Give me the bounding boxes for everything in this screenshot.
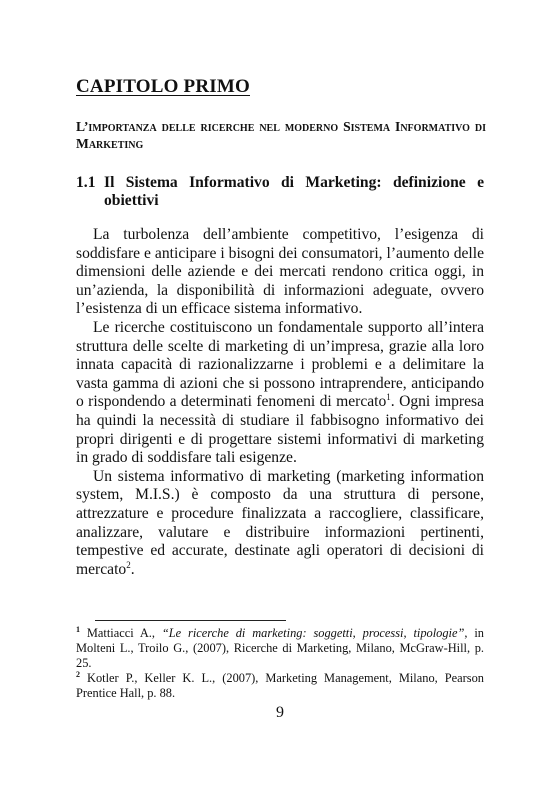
footnote — [76, 626, 484, 670]
paragraph-text-continued: . — [130, 560, 135, 578]
paragraph-text-continued: . Ogni impresa ha quindi la necessità di studiare il fabbisogno informativo dei propri dirigenti e di progettare sistemi informativi di marketing in grado di soddisfare tali esigenze. — [76, 393, 484, 467]
footnote-reference[interactable]: 2 — [126, 559, 131, 570]
footnote — [76, 671, 484, 701]
paragraph — [76, 226, 484, 319]
paragraph — [76, 319, 484, 468]
page-number: 9 — [276, 704, 284, 721]
footnote-reference[interactable]: 1 — [386, 392, 391, 403]
paragraph-text: Le ricerche costituiscono un fondamentale supporto all’intera struttura delle scelte di marketing di un’impresa, grazie alla loro innata capacità di razionalizzarne i problemi e a delimitare la vasta gamma di azioni che si possono intraprendere, anticipando o rispondendo a determinati fenomeni di mercato — [76, 318, 484, 411]
footnote-author: Kotler P., Keller K. L., (2007), Marketing Management, Milano, Pearson Prentice Hall, p. 88. — [76, 671, 484, 701]
paragraph-text: Un sistema informativo di marketing (marketing information system, M.I.S.) è composto da una struttura di persone, attrezzature e procedure finalizzata a raccogliere, classificare, analizzare, valutare e distribuire informazioni pertinenti, tempestive ed accurate, destinate agli operatori di decisioni di mercato — [76, 467, 484, 578]
section-number: 1.1 — [76, 174, 96, 191]
footnotes — [76, 626, 484, 702]
footnote-author: Mattiacci A., — [86, 626, 155, 640]
chapter-title: CAPITOLO PRIMO — [76, 76, 250, 97]
footnote-cited-title: “Le ricerche di marketing: soggetti, processi, tipologie” — [161, 626, 465, 640]
chapter-subtitle: L’importanza delle ricerche nel moderno Sistema Informativo di Marketing — [76, 119, 486, 151]
paragraph — [76, 468, 484, 580]
footnote-reference-text: , in Molteni L., Troilo G., (2007), Ricerche di Marketing, Milano, McGraw-Hill, p. 25. — [76, 626, 484, 670]
footnote-number: 2 — [76, 670, 80, 680]
footnote-separator — [95, 620, 286, 621]
section-title: Il Sistema Informativo di Marketing: definizione e obiettivi — [104, 174, 484, 209]
footnote-number: 1 — [76, 624, 80, 634]
paragraph-text: La turbolenza dell’ambiente competitivo, l’esigenza di soddisfare e anticipare i bisogni dei consumatori, l’aumento delle dimensioni delle aziende e dei mercati rendono critica oggi, in un’azienda, la disponibilità di informazioni adeguate, ovvero l’esistenza di un efficace sistema informativo. — [76, 226, 484, 318]
body-text — [76, 226, 484, 579]
